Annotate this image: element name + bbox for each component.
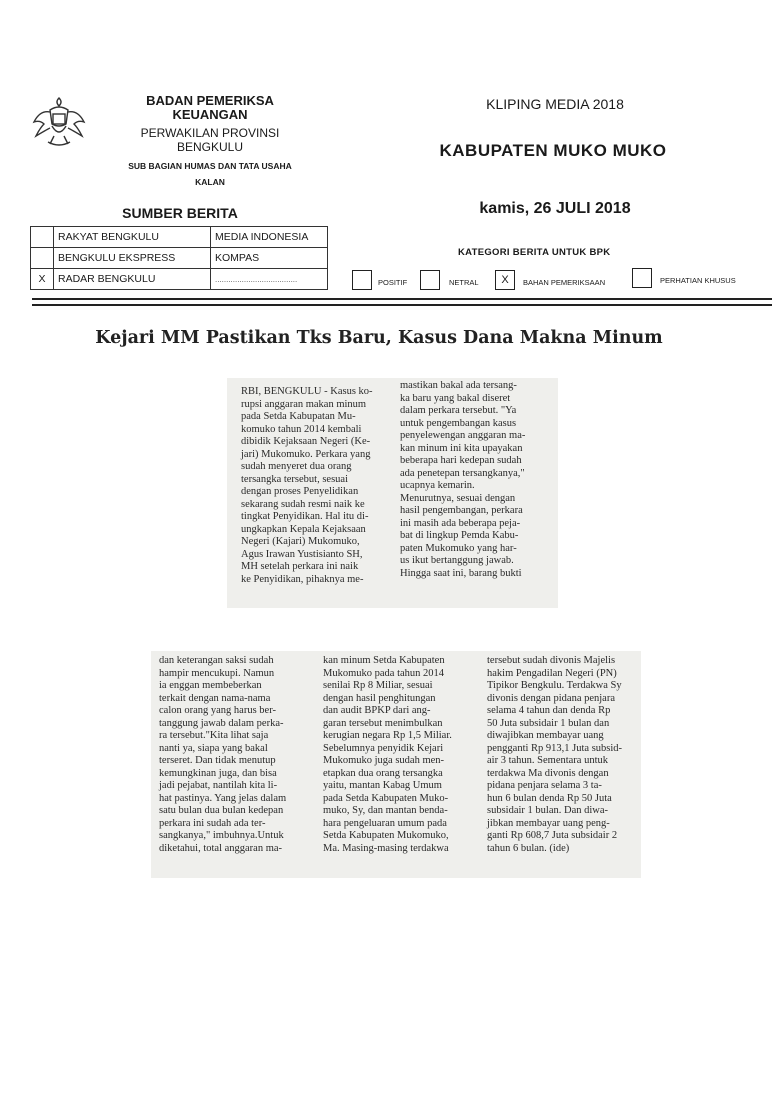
source-row: [31, 248, 328, 269]
source-row: [31, 269, 328, 290]
kategori-khusus-checkbox[interactable]: [632, 268, 652, 288]
source-name: BENGKULU EKSPRESS: [54, 248, 211, 269]
org-branch: [120, 126, 300, 154]
article-clipping-1: [227, 378, 558, 608]
org-line-6: KALAN: [195, 177, 225, 187]
kategori-bahan-label: BAHAN PEMERIKSAAN: [523, 278, 606, 287]
kategori-netral-checkbox[interactable]: [420, 270, 440, 290]
org-line-2: KEUANGAN: [172, 107, 248, 122]
garuda-emblem-icon: [28, 92, 90, 156]
kliping-title: KLIPING MEDIA 2018: [486, 96, 624, 112]
kategori-bahan-checkbox[interactable]: X: [495, 270, 515, 290]
source-name-alt: .....................................: [211, 269, 328, 290]
article-column-2: mastikan bakal ada tersang- ka baru yang bakal diseret dalam perkara tersebut. "Ya untuk pengembangan kasus penyelewengan anggaran ma- kan minum ini kita upayakan beberapa hari kedepan sudah ada penetepan tersangkanya," ucapnya kemarin. Menurutnya, sesuai dengan hasil pengembangan, perkara ini masih ada beberapa peja- bat di lingkup Pemda Kabu- paten Mukomuko yang har- us ikut bertanggung jawab. Hingga saat ini, barang bukti: [400, 380, 526, 579]
source-row: [31, 227, 328, 248]
source-name: RAKYAT BENGKULU: [54, 227, 211, 248]
article-clipping-2: [151, 651, 641, 878]
kategori-netral-label: NETRAL: [449, 278, 479, 287]
source-check[interactable]: [31, 248, 54, 269]
header-divider-2: [32, 304, 772, 306]
org-line-3: PERWAKILAN PROVINSI: [140, 126, 280, 140]
source-table: [30, 226, 328, 290]
date-label: kamis, 26 JULI 2018: [479, 200, 631, 217]
article-headline: Kejari MM Pastikan Tks Baru, Kasus Dana Makna Minum: [95, 328, 663, 348]
header-divider: [32, 298, 772, 300]
kategori-positif-label: POSITIF: [378, 278, 408, 287]
org-line-5: SUB BAGIAN HUMAS DAN TATA USAHA: [128, 161, 292, 171]
kategori-positif-checkbox[interactable]: [352, 270, 372, 290]
source-name-alt: MEDIA INDONESIA: [211, 227, 328, 248]
article-column-3: dan keterangan saksi sudah hampir mencukupi. Namun ia enggan membeberkan terkait dengan nama-nama calon orang yang harus ber- tanggung jawab dalam perka- ra tersebut."Kita lihat saja nanti ya, siapa yang bakal terseret. Dan tidak menutup kemungkinan juga, dan bisa jadi pejabat, nantilah kita li- hat pastinya. Yang jelas dalam satu bulan dua bulan kedepan perkara ini sudah ada ter- sangkanya," imbuhnya.Untuk diketahui, total anggaran ma-: [159, 655, 287, 854]
article-column-4: kan minum Setda Kabupaten Mukomuko pada tahun 2014 senilai Rp 8 Miliar, sesuai dengan hasil penghitungan dan audit BPKP dari ang- garan tersebut menimbulkan kerugian negara Rp 1,5 Miliar. Sebelumnya penyidik Kejari Mukomuko juga sudah men- etapkan dua orang tersangka yaitu, mantan Kabag Umum pada Setda Kabupaten Muko- muko, Sy, dan mantan benda- hara pengeluaran umum pada Setda Kabupaten Mukomuko, Ma. Masing-masing terdakwa: [323, 655, 452, 854]
sumber-berita-label: SUMBER BERITA: [122, 205, 238, 221]
org-name: [120, 94, 300, 122]
kabupaten-title: KABUPATEN MUKO MUKO: [439, 141, 667, 160]
article-column-5: tersebut sudah divonis Majelis hakim Pengadilan Negeri (PN) Tipikor Bengkulu. Terdakwa Sy divonis dengan pidana penjara selama 4 tahun dan denda Rp 50 Juta subsidair 1 bulan dan diwajibkan membayar uang pengganti Rp 913,1 Juta subsid- air 3 tahun. Sementara untuk terdakwa Ma divonis dengan pidana penjara selama 3 ta- hun 6 bulan denda Rp 50 Juta subsidair 1 bulan. Dan diwa- jibkan membayar uang peng- ganti Rp 608,7 Juta subsidair 2 tahun 6 bulan. (ide): [487, 655, 623, 854]
org-line-4: BENGKULU: [176, 140, 244, 154]
kategori-khusus-label: PERHATIAN KHUSUS: [660, 276, 736, 285]
source-check[interactable]: X: [31, 269, 54, 290]
article-column-1: RBI, BENGKULU - Kasus ko- rupsi anggaran makan minum pada Setda Kabupatan Mu- komuko tahun 2014 kembali dibidik Kejaksaan Negeri (Ke- jari) Mukomuko. Perkara yang sudah menyeret dua orang tersangka tersebut, sesuai dengan proses Penyelidikan sekarang sudah resmi naik ke tingkat Penyidikan. Hal itu di- ungkapkan Kepala Kejaksaan Negeri (Kajari) Mukomuko, Agus Irawan Yustisianto SH, MH setelah perkara ini naik ke Penyidikan, pihaknya me-: [241, 386, 373, 585]
source-name: RADAR BENGKULU: [54, 269, 211, 290]
source-check[interactable]: [31, 227, 54, 248]
kategori-title: KATEGORI BERITA UNTUK BPK: [458, 247, 611, 258]
source-name-alt: KOMPAS: [211, 248, 328, 269]
org-line-1: BADAN PEMERIKSA: [146, 93, 274, 108]
